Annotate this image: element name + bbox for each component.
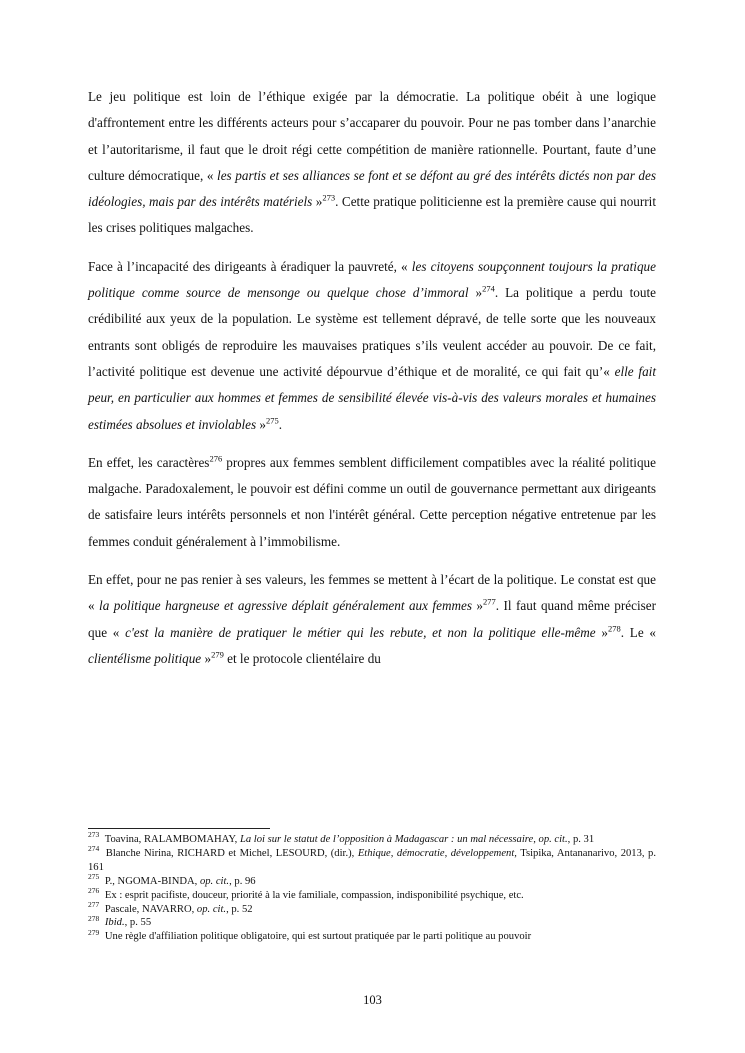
text-run: Face à l’incapacité des dirigeants à éradiquer la pauvreté, « bbox=[88, 258, 412, 274]
footnote-ref: 277 bbox=[483, 596, 496, 607]
footnote-278 bbox=[88, 913, 656, 930]
text-run: , p. 55 bbox=[124, 917, 152, 929]
text-run: Une règle d'affiliation politique obligatoire, qui est surtout pratiquée par le parti politique au pouvoir bbox=[102, 931, 532, 943]
footnote-273 bbox=[88, 830, 656, 847]
text-run: . bbox=[278, 416, 283, 432]
text-run: Pascale, NAVARRO, bbox=[102, 903, 197, 915]
footnote-number: 277 bbox=[88, 900, 100, 909]
quote-italic: elle fait peur, en particulier aux hommes et femmes de sensibilité élevée vis-à-vis des valeurs morales et humaines estimées absolues et inviolables bbox=[88, 363, 656, 432]
text-run: , Tsipika, Antananarivo, 2013, p. 161 bbox=[88, 847, 656, 873]
text-run: . Le « bbox=[620, 624, 656, 640]
citation-italic: op. cit. bbox=[538, 834, 568, 845]
paragraph-4 bbox=[88, 567, 656, 672]
text-run: , p. 31 bbox=[567, 834, 595, 845]
quote-italic: les citoyens soupçonnent toujours la pratique politique comme source de mensonge ou quelque chose d’immoral bbox=[88, 258, 656, 301]
footnote-279 bbox=[88, 927, 656, 944]
text-run: » bbox=[468, 285, 483, 301]
text-run: » bbox=[256, 416, 266, 432]
footnote-number: 279 bbox=[88, 927, 100, 937]
footnote-276 bbox=[88, 886, 656, 903]
footnote-ref: 279 bbox=[211, 649, 224, 660]
text-run: P., NGOMA-BINDA, bbox=[102, 875, 200, 887]
citation-italic: op. cit. bbox=[196, 903, 227, 915]
text-run: » bbox=[312, 194, 323, 210]
text-run: . Il faut quand même préciser que « bbox=[88, 598, 657, 640]
text-run: En effet, les caractères bbox=[88, 454, 210, 470]
text-run: , p. 96 bbox=[229, 875, 256, 887]
text-run: Toavina, RALAMBOMAHAY, bbox=[102, 834, 240, 845]
text-run: , bbox=[533, 834, 539, 845]
paragraph-1 bbox=[88, 84, 656, 242]
title-italic: La loi sur le statut de l’opposition à Madagascar : un mal nécessaire bbox=[239, 834, 534, 845]
footnote-ref: 274 bbox=[482, 283, 495, 294]
text-run: , p. 52 bbox=[226, 903, 253, 915]
quote-italic: les partis et ses alliances se font et se défont au gré des intérêts dictés non par des idéologies, mais par des intérêts matériels bbox=[88, 167, 656, 210]
footnote-ref: 278 bbox=[607, 623, 621, 634]
text-run: propres aux femmes semblent difficilement compatibles avec la réalité politique malgache. Paradoxalement, le pouvoir est défini comme un outil de gouvernance permettant aux dirigeants de satisfaire leurs intérêts personnels et non l'intérêt général. Cette perception négative entretenue par les femmes conduit généralement à l’immobilisme. bbox=[88, 454, 656, 549]
text-run: Ex : esprit pacifiste, douceur, priorité à la vie familiale, compassion, indisponibilité psychique, etc. bbox=[102, 889, 524, 901]
footnote-ref: 276 bbox=[209, 453, 223, 464]
text-run: En effet, pour ne pas renier à ses valeurs, les femmes se mettent à l’écart de la politique. Le constat est que « bbox=[88, 572, 656, 614]
footnote-separator bbox=[88, 828, 270, 829]
footnote-number: 276 bbox=[88, 886, 100, 896]
footnote-number: 275 bbox=[88, 872, 100, 882]
body-text bbox=[88, 84, 656, 684]
page-number: 103 bbox=[363, 993, 382, 1007]
quote-italic: c'est la manière de pratiquer le métier qui les rebute, et non la politique elle-même bbox=[125, 624, 596, 640]
quote-italic: clientélisme politique bbox=[88, 650, 202, 666]
text-run: Le jeu politique est loin de l’éthique exigée par la démocratie. La politique obéit à une logique d'affrontement entre les différents acteurs pour s’accaparer du pouvoir. Pour ne pas tomber dans l’anarchie et l’autoritarisme, il faut que le droit régi cette compétition de manière rationnelle. Pourtant, faute d’une culture démocratique, « bbox=[88, 89, 656, 183]
paragraph-2 bbox=[88, 254, 656, 438]
footnote-ref: 275 bbox=[266, 415, 279, 426]
text-run: . Cette pratique politicienne est la première cause qui nourrit les crises politiques malgaches. bbox=[88, 194, 657, 236]
footnote-277 bbox=[88, 900, 656, 917]
text-run: » bbox=[595, 624, 608, 640]
footnote-ref: 273 bbox=[322, 192, 336, 203]
text-run: . La politique a perdu toute crédibilité aux yeux de la population. Le système est tellement dépravé, de telle sorte que les nouveaux entrants sont obligés de reproduire les mauvaises pratiques s’ils veulent accéder au pouvoir. De ce fait, l’activité politique est devenue une activité dépourvue d’éthique et de moralité, ce qui fait qu’« bbox=[88, 285, 656, 379]
footnote-275 bbox=[88, 872, 656, 889]
citation-italic: op. cit. bbox=[199, 875, 230, 887]
text-run: Blanche Nirina, RICHARD et Michel, LESOURD, (dir.), bbox=[102, 847, 358, 859]
footnote-number: 274 bbox=[88, 844, 100, 854]
footnote-number: 278 bbox=[88, 913, 100, 923]
text-run: » bbox=[201, 650, 212, 666]
citation-italic: Ibid. bbox=[104, 917, 125, 929]
text-run: et le protocole clientélaire du bbox=[223, 650, 381, 666]
text-run: » bbox=[471, 598, 484, 614]
quote-italic: la politique hargneuse et agressive déplait généralement aux femmes bbox=[99, 598, 472, 614]
title-italic: Ethique, démocratie, développement bbox=[357, 847, 515, 859]
footnotes bbox=[88, 830, 656, 944]
paragraph-3 bbox=[88, 450, 656, 555]
footnote-number: 273 bbox=[88, 830, 100, 840]
footnote-274 bbox=[88, 844, 656, 875]
